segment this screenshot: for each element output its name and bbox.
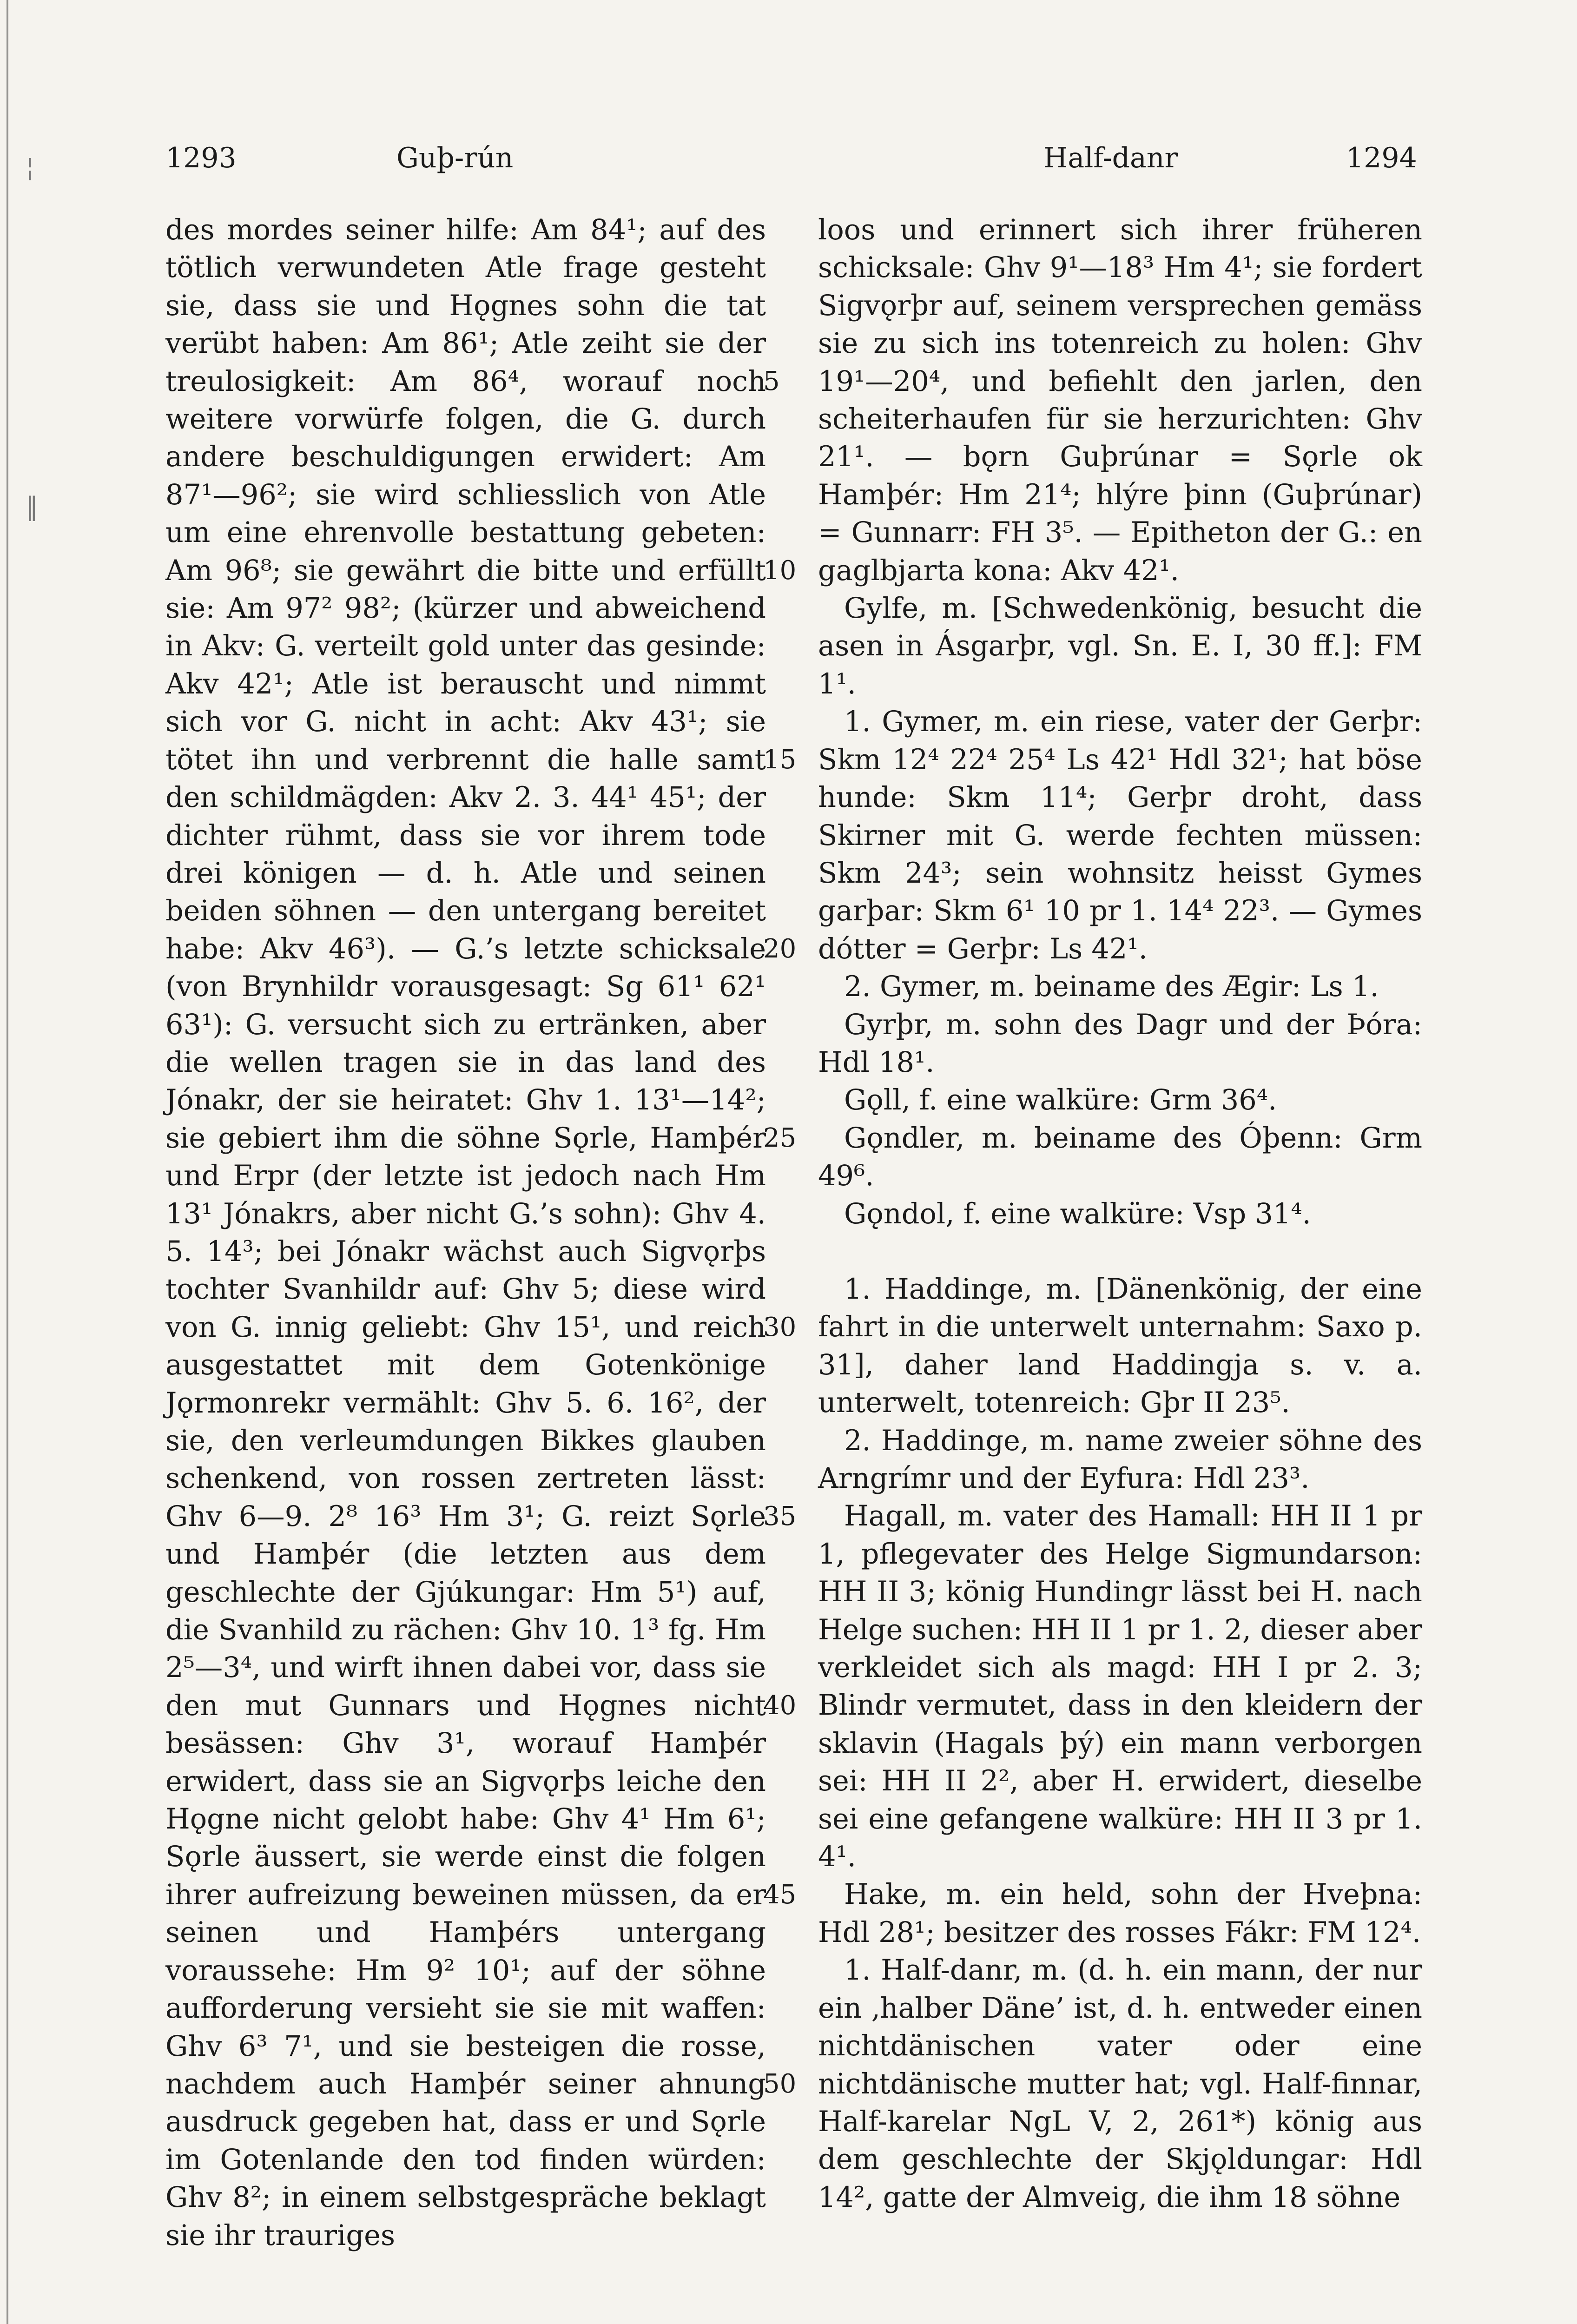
running-head-left: Guþ-rún: [396, 142, 514, 174]
scan-mark: ‖: [26, 492, 38, 521]
running-head-right: Half-danr: [1043, 142, 1178, 174]
page-header: [0, 137, 1577, 182]
entry-hake: Hake, m. ein held, sohn der Hveþna: Hdl 28¹; besitzer des rosses Fákr: FM 12⁴.: [818, 1878, 1422, 1949]
line-number: 30: [763, 1312, 797, 1342]
line-number-gutter: [763, 211, 814, 2164]
entry-text-gudrun-continued: des mordes seiner hilfe: Am 84¹; auf des tötlich verwundeten Atle frage gesteht sie, dass sie und Hǫgnes sohn die tat verübt haben: Am 86¹; Atle zeiht sie der treulosigkeit: Am 86⁴, worauf noch weitere vorwürfe folgen, die G. durch andere beschuldigungen erwidert: Am 87¹—96²; sie wird schliesslich von Atle um eine ehrenvolle bestattung gebeten: Am 96⁸; sie gewährt die bitte und erfüllt sie: Am 97² 98²; (kürzer und abweichend in Akv: G. verteilt gold unter das gesinde: Akv 42¹; Atle ist berauscht und nimmt sich vor G. nicht in acht: Akv 43¹; sie tötet ihn und verbrennt die halle samt den schildmägden: Akv 2. 3. 44¹ 45¹; der dichter rühmt, dass sie vor ihrem tode drei königen — d. h. Atle und seinen beiden söhnen — den untergang bereitet habe: Akv 46³). — G.’s letzte schicksale (von Brynhildr vorausgesagt: Sg 61¹ 62¹ 63¹): G. versucht sich zu ertränken, aber die wellen tragen sie in das land des Jónakr, der sie heiratet: Ghv 1. 13¹—14²; sie gebiert ihm die söhne Sǫrle, Hamþér und Erpr (der letzte ist jedoch nach Hm 13¹ Jónakrs, aber nicht G.’s sohn): Ghv 4. 5. 14³; bei Jónakr wächst auch Sigvǫrþs tochter Svanhildr auf: Ghv 5; diese wird von G. innig geliebt: Ghv 15¹, und reich ausgestattet mit dem Gotenkönige Jǫrmonrekr vermählt: Ghv 5. 6. 16², der sie, den verleumdungen Bikkes glauben schenkend, von rossen zertreten lässt: Ghv 6—9. 2⁸ 16³ Hm 3¹; G. reizt Sǫrle und Hamþér (die letzten aus dem geschlechte der Gjúkungar: Hm 5¹) auf, die Svanhild zu rächen: Ghv 10. 1³ fg. Hm 2⁵—3⁴, und wirft ihnen dabei vor, dass sie den mut Gunnars und Hǫgnes nicht besässen: Ghv 3¹, worauf Hamþér erwidert, dass sie an Sigvǫrþs leiche den Hǫgne nicht gelobt habe: Ghv 4¹ Hm 6¹; Sǫrle äussert, sie werde einst die folgen ihrer aufreizung beweinen müssen, da er seinen und Hamþérs untergang voraussehe: Hm 9² 10¹; auf der söhne aufforderung versieht sie sie mit waffen: Ghv 6³ 7¹, und sie besteigen die rosse, nachdem auch Hamþér seiner ahnung ausdruck gegeben hat, dass er und Sǫrle im Gotenlande den tod finden würden: Ghv 8²; in einem selbstgespräche beklagt sie ihr trauriges: [165, 214, 766, 2252]
entry-hagall: Hagall, m. vater des Hamall: HH II 1 pr 1, pflegevater des Helge Sigmundarson: HH II 3; könig Hundingr lässt bei H. nach Helge suchen: HH II 1 pr 1. 2, dieser aber verkleidet sich als magd: HH I pr 2. 3; Blindr vermutet, dass in den kleidern der sklavin (Hagals þý) ein mann verborgen sei: HH II 2², aber H. erwidert, dieselbe sei eine gefangene walküre: HH II 3 pr 1. 4¹.: [818, 1500, 1422, 1874]
entry-text-gudrun-end: loos und erinnert sich ihrer früheren schicksale: Ghv 9¹—18³ Hm 4¹; sie fordert Sigvǫrþr auf, seinem versprechen gemäss sie zu sich ins totenreich zu holen: Ghv 19¹—20⁴, und befiehlt den jarlen, den scheiterhaufen für sie herzurichten: Ghv 21¹. — bǫrn Guþrúnar = Sǫrle ok Hamþér: Hm 21⁴; hlýre þinn (Guþrúnar) = Gunnarr: FH 3⁵. — Epitheton der G.: en gaglbjarta kona: Akv 42¹.: [818, 214, 1422, 587]
page-number-left: 1293: [165, 142, 237, 174]
entry-gymer-2: 2. Gymer, m. beiname des Ægir: Ls 1.: [844, 971, 1379, 1004]
entry-haddinge-1: 1. Haddinge, m. [Dänenkönig, der eine fahrt in die unterwelt unternahm: Saxo p. 31], daher land Haddingja s. v. a. unterwelt, totenreich: Gþr II 23⁵.: [818, 1273, 1422, 1419]
left-column: [165, 211, 766, 2255]
line-number: 45: [763, 1880, 797, 1910]
entry-gyrthr: Gyrþr, m. sohn des Dagr und der Þóra: Hdl 18¹.: [818, 1008, 1422, 1079]
entry-gondler: Gǫndler, m. beiname des Óþenn: Grm 49⁶.: [818, 1122, 1422, 1193]
entry-gylfe: Gylfe, m. [Schwedenkönig, besucht die asen in Ásgarþr, vgl. Sn. E. I, 30 ff.]: FM 1¹.: [818, 592, 1422, 700]
scan-mark: ¦: [26, 152, 34, 182]
line-number: 50: [763, 2069, 797, 2099]
line-number: 15: [763, 745, 797, 775]
entry-half-danr: 1. Half-danr, m. (d. h. ein mann, der nur ein ‚halber Däne’ ist, d. h. entweder einen nichtdänischen vater oder eine nichtdänische mutter hat; vgl. Half-finnar, Half-karelar NgL V, 2, 261*) könig aus dem geschlechte der Skjǫldungar: Hdl 14², gatte der Almveig, die ihm 18 söhne: [818, 1954, 1422, 2214]
line-number: 25: [763, 1123, 797, 1153]
entry-haddinge-2: 2. Haddinge, m. name zweier söhne des Arngrímr und der Eyfura: Hdl 23³.: [818, 1424, 1422, 1495]
page-number-right: 1294: [1346, 142, 1417, 174]
line-number: 10: [763, 555, 797, 586]
entry-gymer-1: 1. Gymer, m. ein riese, vater der Gerþr: Skm 12⁴ 22⁴ 25⁴ Ls 42¹ Hdl 32¹; hat böse hunde: Skm 11⁴; Gerþr droht, dass Skirner mit G. werde fechten müssen: Skm 24³; sein wohnsitz heisst Gymes garþar: Skm 6¹ 10 pr 1. 14⁴ 22³. — Gymes dótter = Gerþr: Ls 42¹.: [818, 706, 1422, 965]
line-number: 5: [763, 366, 780, 396]
right-column: [818, 211, 1422, 2217]
line-number: 20: [763, 934, 797, 964]
entry-gondol: Gǫndol, f. eine walküre: Vsp 31⁴.: [844, 1197, 1311, 1230]
line-number: 35: [763, 1501, 797, 1532]
entry-goll: Gǫll, f. eine walküre: Grm 36⁴.: [844, 1084, 1277, 1117]
binding-edge: [7, 0, 12, 2324]
line-number: 40: [763, 1690, 797, 1721]
